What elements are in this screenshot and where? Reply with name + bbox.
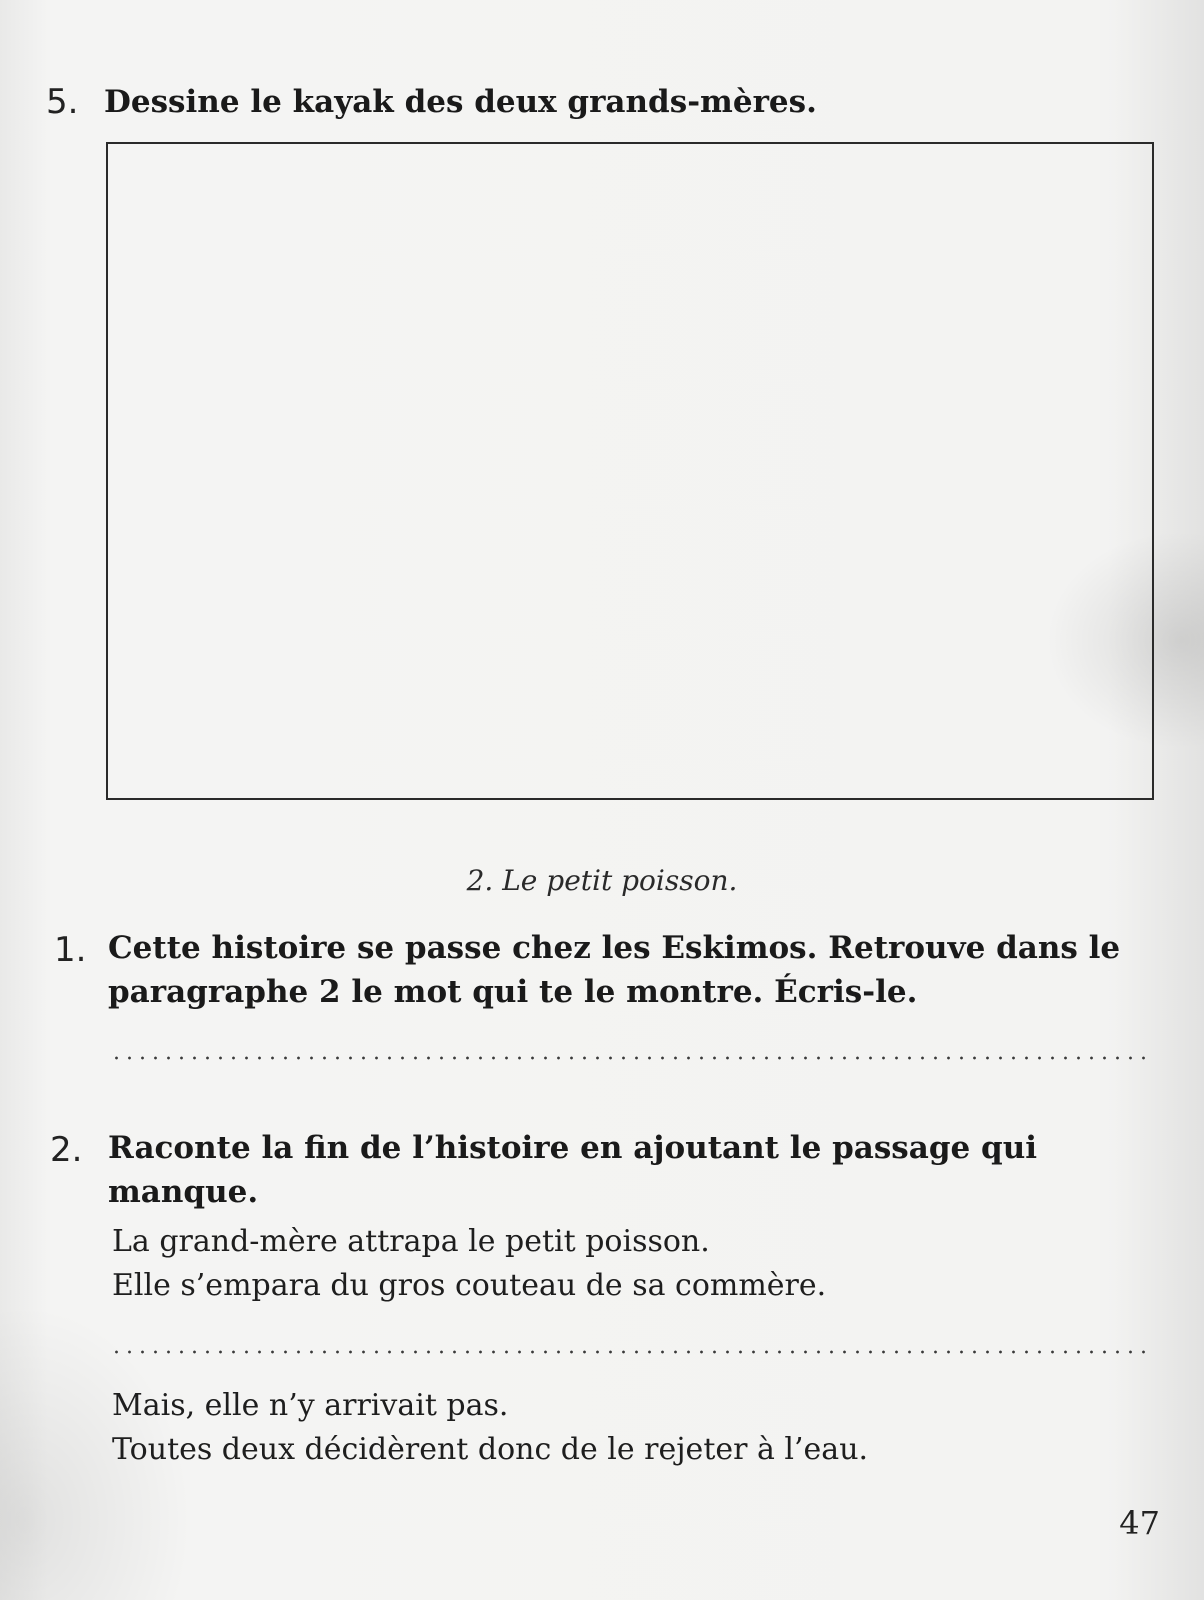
- story-line-4: Toutes deux décidèrent donc de le rejeter à l’eau.: [112, 1432, 869, 1467]
- question-2-line-1: Raconte la fin de l’histoire en ajoutant le passage qui: [108, 1130, 1038, 1166]
- story-line-3: Mais, elle n’y arrivait pas.: [112, 1388, 509, 1423]
- story-title-caption: 2. Le petit poisson.: [466, 864, 738, 897]
- question-2-number: 2.: [50, 1130, 83, 1170]
- story-line-2: Elle s’empara du gros couteau de sa commère.: [112, 1268, 827, 1303]
- question-2-line-2: manque.: [108, 1174, 259, 1210]
- question-1-number: 1.: [54, 930, 87, 970]
- exercise-5-number: 5.: [46, 82, 79, 122]
- answer-line-1[interactable]: [110, 1056, 1146, 1060]
- page-number: 47: [1119, 1504, 1160, 1542]
- drawing-area[interactable]: [106, 142, 1154, 800]
- answer-line-2[interactable]: [110, 1350, 1146, 1354]
- story-line-1: La grand-mère attrapa le petit poisson.: [112, 1224, 710, 1259]
- exercise-5-instruction: Dessine le kayak des deux grands-mères.: [104, 84, 817, 120]
- question-1-line-2: paragraphe 2 le mot qui te le montre. Écris-le.: [108, 974, 918, 1010]
- question-1-line-1: Cette histoire se passe chez les Eskimos. Retrouve dans le: [108, 930, 1121, 966]
